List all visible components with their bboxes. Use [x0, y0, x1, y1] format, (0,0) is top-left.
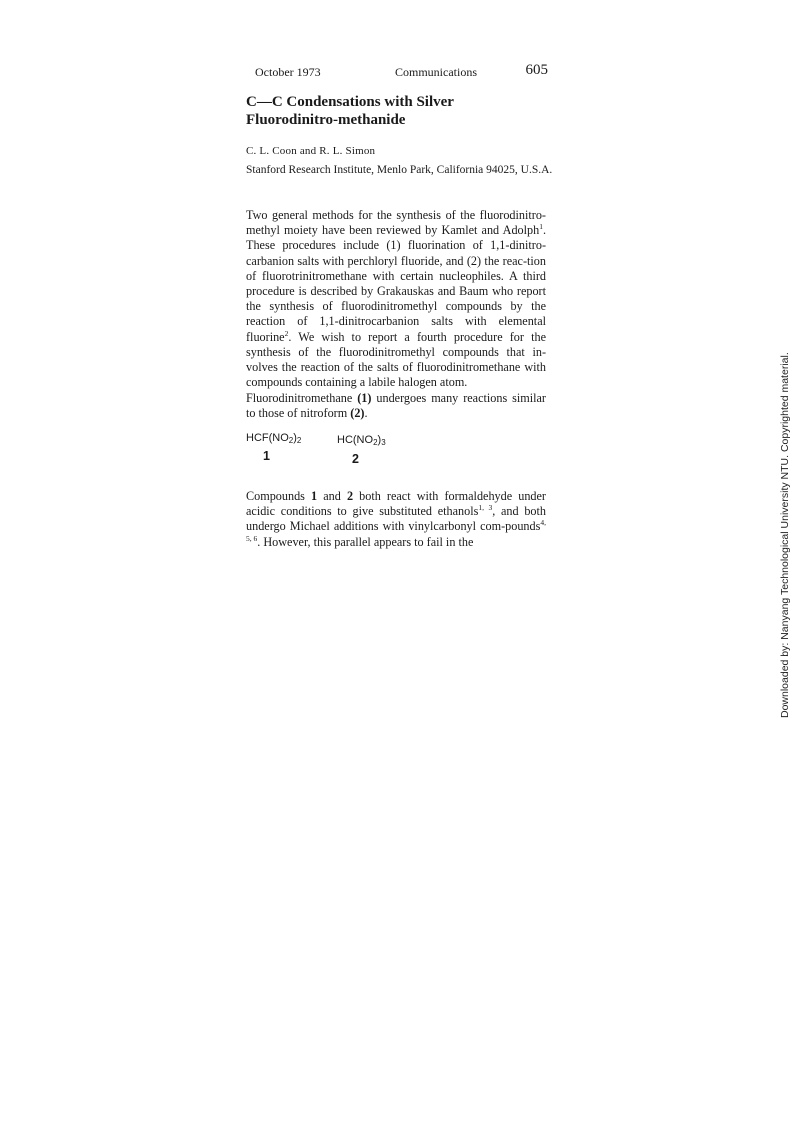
formula-text: )	[377, 434, 382, 446]
text-span: . These procedures include (1) fluorination of 1,1-dinitro-carbanion salts with perchloryl fluoride, and (2) the reac-tion of fluorotrinitromethane with certain nucleophiles. A third procedure is described by Grakauskas and Baum who report the synthesis of fluorodinitromethyl compounds by the reaction of 1,1-dinitrocarbanion salts with elemental fluorine	[246, 223, 546, 344]
text-span: undergoes many reactions similar to those of nitroform	[246, 391, 546, 421]
compound-label-1: 1	[263, 449, 270, 463]
text-span: Two general methods for the synthesis of the fluorodinitro-methyl moiety have been reviewed by Kamlet and Adolph	[246, 208, 546, 238]
article-title: C—C Condensations with Silver Fluorodinitro-methanide	[246, 94, 454, 128]
reference-marker: 4, 5, 6	[246, 518, 546, 543]
running-header	[255, 63, 548, 83]
formula-text: HC(NO	[337, 434, 374, 446]
compound-ref: 2	[346, 489, 354, 503]
text-span: Fluorodinitromethane	[246, 391, 358, 405]
reference-marker: 1, 3	[478, 503, 493, 513]
issue-date: October 1973	[255, 65, 321, 79]
paragraph-intro	[246, 208, 546, 390]
compound-ref: (2)	[350, 406, 365, 421]
text-span: both react with formaldehyde under acidic conditions to give substituted ethanols	[246, 489, 546, 519]
formula-subscript: 2	[296, 436, 302, 445]
affiliation: Stanford Research Institute, Menlo Park, California 94025, U.S.A.	[246, 164, 553, 176]
formula-subscript: 2	[373, 438, 378, 447]
compound-ref: 1	[311, 489, 318, 503]
authors: C. L. Coon and R. L. Simon	[246, 145, 376, 157]
text-span: . However, this parallel appears to fail in the	[257, 534, 474, 549]
formula-subscript: 3	[381, 438, 386, 447]
formula-nitroform	[337, 434, 386, 446]
section-name: Communications	[395, 65, 477, 79]
watermark-text: Downloaded by: Nanyang Technological University NTU. Copyrighted material.	[779, 352, 791, 718]
formula-fluorodinitromethane	[246, 432, 301, 444]
page-number: 605	[525, 62, 548, 78]
reference-marker: 2	[284, 328, 289, 338]
formula-subscript: 2	[288, 436, 294, 445]
text-span: Compounds	[246, 489, 312, 503]
reference-marker: 1	[539, 222, 543, 232]
formula-text: HCF(NO	[246, 432, 289, 444]
compound-ref: (1)	[357, 391, 372, 405]
text-span: . We wish to report a fourth procedure for the synthesis of the fluorodinitromethyl compounds that in-volves the reaction of the salts of fluorodinitromethane with compounds containing a labile halogen atom.	[246, 329, 546, 390]
paragraph-reactions	[246, 489, 546, 550]
text-span: and	[317, 489, 347, 503]
paragraph-comparison	[246, 391, 546, 421]
text-span: .	[364, 406, 368, 421]
text-span: , and both undergo Michael additions with vinylcarbonyl com-pounds	[246, 504, 547, 534]
formula-text: )	[293, 432, 297, 444]
compound-label-2: 2	[352, 452, 359, 466]
